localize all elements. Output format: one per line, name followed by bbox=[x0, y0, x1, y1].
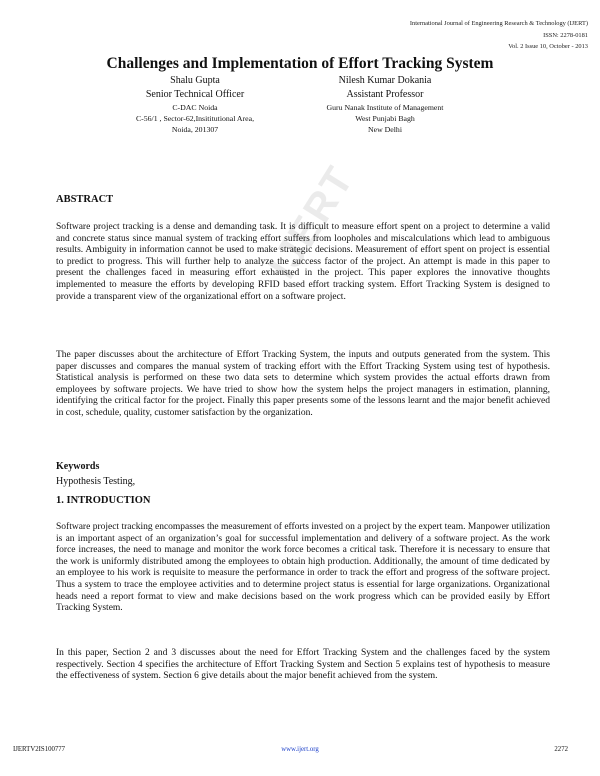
author-name: Shalu Gupta bbox=[170, 75, 220, 86]
introduction-paragraph-2: In this paper, Section 2 and 3 discusses about the need for Effort Tracking System and the challenges faced by the system respectively. Section 4 specifies the architecture of Effort Tracking System and Section 5 explains test of hypothesis to measure the effectiveness of system. Section 6 give details about the major benefit achieved from the system. bbox=[56, 648, 550, 682]
author-role: Assistant Professor bbox=[346, 89, 424, 100]
abstract-paragraph-1: Software project tracking is a dense and demanding task. It is difficult to measure effort spent on a project to determine a valid and concrete status since manual system of tracking effort suffers from loopholes and miscalculations which lead to ambiguous results. Ambiguity in information cannot be used to make strategic decisions. Measurement of effort spent on project is essential to predict to progress. This will further help to analyze the success factor of the project. An attempt is made in this paper to present the challenges faced in measuring effort exhausted in the project. This paper explores the innovative thoughts implemented to measure the efforts by developing RFID based effort tracking system. Effort Tracking System is designed to provide a transparent view of the organizational effort on a software project. bbox=[56, 222, 550, 302]
journal-name: International Journal of Engineering Research & Technology (IJERT) bbox=[409, 20, 588, 27]
author-affiliation-line: C-56/1 , Sector-62,Insititutional Area, bbox=[135, 114, 255, 123]
introduction-heading: 1. INTRODUCTION bbox=[56, 495, 151, 506]
abstract-heading: ABSTRACT bbox=[56, 194, 114, 205]
author-role: Senior Technical Officer bbox=[145, 89, 245, 100]
paper-title: Challenges and Implementation of Effort Tracking System bbox=[106, 55, 494, 72]
introduction-paragraph-1: Software project tracking encompasses the measurement of efforts invested on a project by the expert team. Manpower utilization is an important aspect of an organization’s goal for successful implementation and delivery of a software project. As the work force increases, the need to manage and monitor the work force becomes a critical task. Therefore it is necessary to ensure that the work is uniformly distributed among the employees to obtain high production. Additionally, the amount of time dedicated by an employee to his work is requisite to measure the performance in order to track the effort and progress of the software project. Thus a system to trace the employee activities and to determine project status is essential for large organizations. Organizational heads need a report format to view and make decisions based on the work progress which can be provided easily by Effort Tracking System. bbox=[56, 522, 550, 614]
author-affiliation-line: Guru Nanak Institute of Management bbox=[326, 103, 444, 112]
volume-issue: Vol. 2 Issue 10, October - 2013 bbox=[508, 43, 588, 50]
keywords-heading: Keywords bbox=[56, 461, 100, 472]
author-affiliation-line: West Punjabi Bagh bbox=[355, 114, 415, 123]
watermark: IJERT bbox=[259, 158, 363, 287]
author-affiliation-line: C-DAC Noida bbox=[172, 103, 218, 112]
author-name: Nilesh Kumar Dokania bbox=[338, 75, 432, 86]
journal-url[interactable]: www.ijert.org bbox=[281, 746, 319, 753]
author-affiliation-line: New Delhi bbox=[368, 125, 402, 134]
abstract-paragraph-2: The paper discusses about the architecture of Effort Tracking System, the inputs and outputs generated from the system. This paper discusses and compares the manual system of tracking effort with the Effort Tracking System using test of hypothesis. Statistical analysis is performed on these two data sets to determine which system provides the actual efforts drawn from employees by software projects. We have tried to show how the system helps the project managers in estimation, planning, identifying the critical factor for the project. Finally this paper presents some of the lessons learnt and the major benefit achieved in cost, schedule, quality, customer satisfaction by the organization. bbox=[56, 350, 550, 418]
issn: ISSN: 2278-0181 bbox=[543, 32, 588, 39]
page-number: 2272 bbox=[554, 746, 568, 753]
author-affiliation-line: Noida, 201307 bbox=[171, 125, 219, 134]
keywords-list: Hypothesis Testing, bbox=[56, 476, 136, 487]
paper-id: IJERTV2IS100777 bbox=[13, 746, 66, 753]
